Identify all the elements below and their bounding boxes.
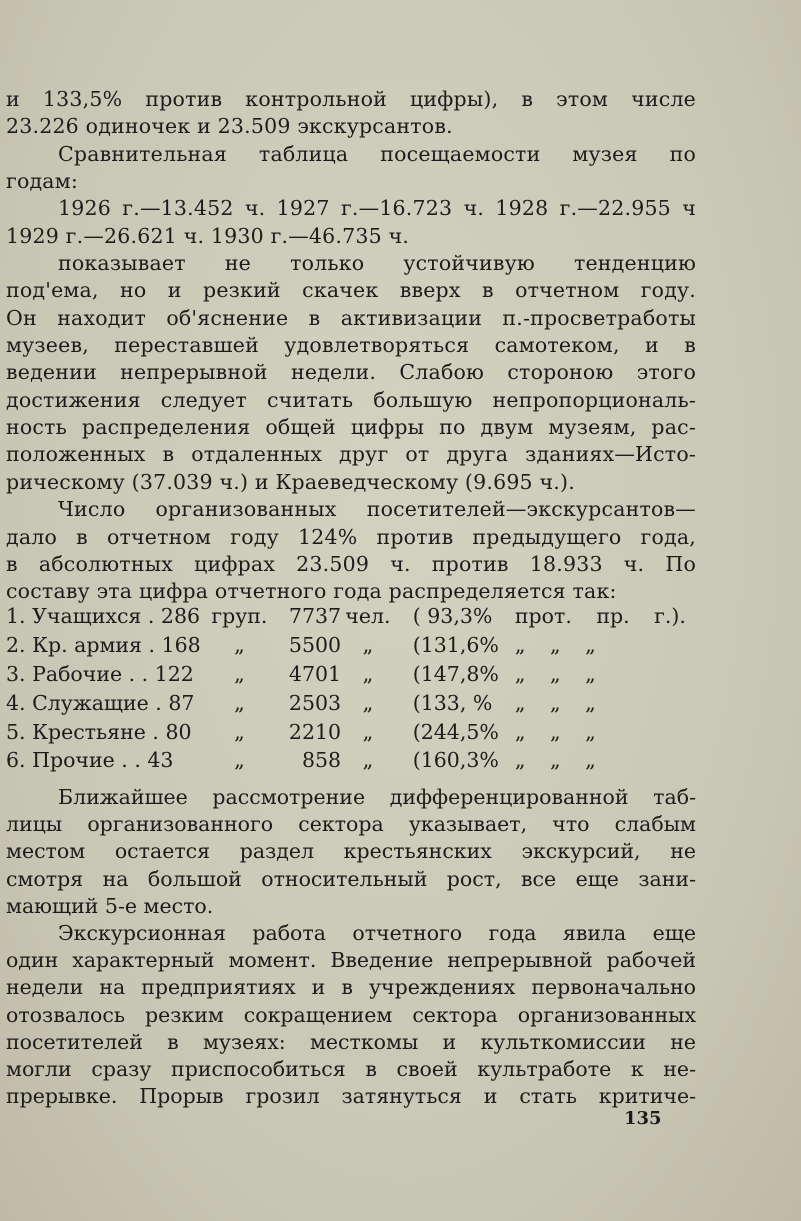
stats-cell-unit2: „ xyxy=(362,633,374,658)
text-line: смотря на большой относительный рост, все еще зани- xyxy=(6,866,696,891)
stats-cell-label: 6. Прочие . . 43 xyxy=(6,748,174,773)
text-line: мающий 5-е место. xyxy=(6,893,214,918)
text-line: местом остается раздел крестьянских экскурсий, не xyxy=(6,839,696,864)
text-line: лицы организованного сектора указывает, что слабым xyxy=(6,812,696,837)
text-line: Он находит об'яснение в активизации п.-просветработы xyxy=(6,305,696,330)
stats-cell-unit1: „ xyxy=(234,661,245,686)
stats-row xyxy=(6,660,686,689)
text-line: прерывке. Прорыв грозил затянуться и стать критиче- xyxy=(6,1084,696,1109)
text-line: Число организованных посетителей—экскурсантов— xyxy=(58,497,696,522)
stats-cell-tail: „ „ „ xyxy=(514,748,596,773)
stats-row xyxy=(6,717,686,746)
upper-text-block xyxy=(6,86,696,606)
text-line: Ближайшее рассмотрение дифференцированной таб- xyxy=(58,785,696,809)
text-line: ведении непрерывной недели. Слабою стороною этого xyxy=(6,360,696,385)
stats-cell-unit2: чел. xyxy=(345,604,391,629)
text-line: недели на предприятиях и в учреждениях первоначально xyxy=(6,975,696,1000)
text-line: могли сразу приспособиться в своей культработе к не- xyxy=(6,1057,696,1082)
text-line: составу эта цифра отчетного года распределяется так: xyxy=(6,579,617,604)
stats-cell-unit1: груп. xyxy=(211,604,268,629)
stats-row xyxy=(6,631,686,660)
text-line: годам: xyxy=(6,169,78,194)
stats-cell-pct: (131,6% xyxy=(412,633,499,658)
text-line: в абсолютных цифрах 23.509 ч. против 18.933 ч. По xyxy=(6,551,696,576)
stats-cell-tail: „ „ „ xyxy=(514,661,596,686)
stats-cell-label: 4. Служащие . 87 xyxy=(6,690,195,715)
stats-cell-pct: (244,5% xyxy=(412,719,499,744)
stats-cell-label: 2. Кр. армия . 168 xyxy=(6,633,201,658)
stats-cell-pct: (133, % xyxy=(412,690,493,715)
text-line: один характерный момент. Введение непрерывной рабочей xyxy=(6,948,696,973)
stats-cell-pct: (160,3% xyxy=(412,748,499,773)
stats-cell-tail: прот. пр. г.). xyxy=(514,604,686,629)
page-number: 135 xyxy=(624,1108,662,1129)
stats-cell-unit1: „ xyxy=(234,633,245,658)
stats-cell-unit1: „ xyxy=(234,690,245,715)
stats-cell-label: 1. Учащихся . 286 xyxy=(6,604,201,629)
stats-cell-people: 2210 xyxy=(288,719,342,744)
stats-cell-tail: „ „ „ xyxy=(514,719,596,744)
text-line: посетителей в музеях: месткомы и культкомиссии не xyxy=(6,1029,696,1054)
years-line: 1929 г.—26.621 ч. 1930 г.—46.735 ч. xyxy=(6,223,410,248)
text-line: музеев, переставшей удовлетворяться самотеком, и в xyxy=(6,333,696,358)
text-line: достижения следует считать большую непропорциональ- xyxy=(6,387,696,412)
stats-cell-unit2: „ xyxy=(362,661,374,686)
stats-cell-label: 5. Крестьяне . 80 xyxy=(6,719,192,744)
text-line: Сравнительная таблица посещаемости музея по xyxy=(58,141,696,166)
stats-row xyxy=(6,602,686,631)
text-line: под'ема, но и резкий скачек вверх в отчетном году. xyxy=(6,278,696,303)
stats-cell-unit1: „ xyxy=(234,748,245,773)
text-line: дало в отчетном году 124% против предыдущего года, xyxy=(6,524,696,549)
stats-cell-label: 3. Рабочие . . 122 xyxy=(6,661,194,686)
excursion-stats-table xyxy=(6,602,686,775)
stats-cell-people: 858 xyxy=(301,748,342,773)
text-line: положенных в отдаленных друг от друга зданиях—Исто- xyxy=(6,442,696,467)
stats-row xyxy=(6,688,686,717)
years-line: 1926 г.—13.452 ч. 1927 г.—16.723 ч. 1928 г.—22.955 ч xyxy=(58,196,696,221)
stats-cell-tail: „ „ „ xyxy=(514,690,596,715)
stats-cell-tail: „ „ „ xyxy=(514,633,596,658)
text-line: Экскурсионная работа отчетного года явила еще xyxy=(58,921,696,946)
stats-cell-people: 7737 xyxy=(288,604,342,629)
text-line: и 133,5% против контрольной цифры), в этом числе xyxy=(6,87,696,111)
text-line: ность распределения общей цифры по двум музеям, рас- xyxy=(6,415,696,440)
stats-cell-unit2: „ xyxy=(362,690,374,715)
text-line: 23.226 одиночек и 23.509 экскурсантов. xyxy=(6,114,453,139)
lower-text-block xyxy=(6,784,696,1110)
text-line: показывает не только устойчивую тенденцию xyxy=(58,251,696,276)
text-line: отозвалось резким сокращением сектора организованных xyxy=(6,1002,696,1027)
stats-cell-people: 5500 xyxy=(288,633,342,658)
stats-cell-people: 2503 xyxy=(288,690,342,715)
text-line: рическому (37.039 ч.) и Краеведческому (9.695 ч.). xyxy=(6,469,575,494)
stats-cell-people: 4701 xyxy=(288,661,342,686)
stats-cell-pct: (147,8% xyxy=(412,661,499,686)
stats-cell-pct: ( 93,3% xyxy=(412,604,493,629)
stats-row xyxy=(6,746,686,775)
stats-cell-unit2: „ xyxy=(362,719,374,744)
stats-cell-unit1: „ xyxy=(234,719,245,744)
stats-cell-unit2: „ xyxy=(362,748,374,773)
